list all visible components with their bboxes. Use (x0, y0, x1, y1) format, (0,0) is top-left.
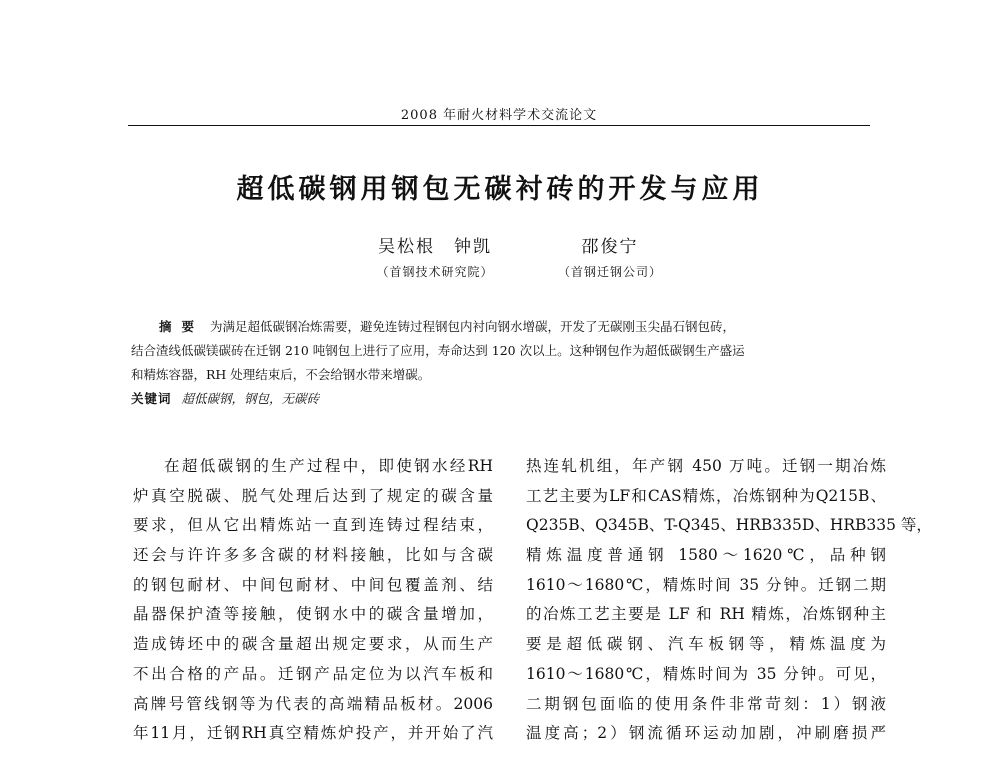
body-line: 不出合格的产品。迁钢产品定位为以汽车板和 (133, 664, 493, 683)
body-line: 工艺主要为LF和CAS精炼，冶炼钢种为Q215B、 (526, 486, 886, 505)
body-line: 造成铸坯中的碳含量超出规定要求，从而生产 (133, 635, 493, 654)
body-line: 晶器保护渣等接触，使钢水中的碳含量增加， (133, 605, 493, 624)
body-line: Q235B、Q345B、T-Q345、HRB335D、HRB335 等， (526, 516, 932, 535)
body-line: 热连轧机组，年产钢 450 万吨。迁钢一期冶炼 (526, 457, 886, 475)
abstract (131, 315, 883, 411)
body-line: 在超低碳钢的生产过程中，即使钢水经RH (164, 457, 493, 475)
body-line: 要求，但从它出精炼站一直到连铸过程结束， (133, 516, 493, 535)
body-right-column (526, 452, 932, 749)
abstract-line-3: 和精炼容器，RH 处理结束后，不会给钢水带来增碳。 (131, 367, 431, 382)
keywords-text: 超低碳钢，钢包，无碳砖 (181, 391, 320, 406)
author-group-2 (535, 232, 685, 280)
body-line: 温度高；2）钢流循环运动加剧，冲刷磨损严 (526, 724, 886, 743)
body-line: 二期钢包面临的使用条件非常苛刻：1）钢液 (526, 694, 886, 713)
author-block (0, 232, 1000, 282)
abstract-line-1 (131, 315, 883, 339)
paper-title: 超低碳钢用钢包无碳衬砖的开发与应用 (236, 174, 764, 205)
abstract-line-2: 结合渣线低碳镁碳砖在迁钢 210 吨钢包上进行了应用，寿命达到 120 次以上。这种钢包作为超低碳钢生产盛运 (131, 343, 745, 358)
body-line: 精炼温度普通钢 1580～1620℃，品种钢 (526, 546, 886, 565)
body-line: 炉真空脱碳、脱气处理后达到了规定的碳含量 (133, 486, 493, 505)
keywords-line (131, 387, 883, 411)
body-line: 的钢包耐材、中间包耐材、中间包覆盖剂、结 (133, 575, 493, 594)
keywords-label: 关键词 (131, 391, 172, 406)
author-names-2: 邵俊宁 (581, 237, 639, 257)
body-line: 的冶炼工艺主要是 LF 和 RH 精炼，冶炼钢种主 (526, 605, 886, 624)
body-line: 高牌号管线钢等为代表的高端精品板材。2006 (133, 694, 493, 713)
body-line: 1610～1680℃，精炼时间为 35 分钟。可见， (526, 664, 886, 683)
author-affiliation-1: （首钢技术研究院） (376, 265, 494, 279)
body-line: 1610～1680℃，精炼时间 35 分钟。迁钢二期 (526, 575, 886, 594)
header-rule (128, 125, 870, 126)
body-line: 还会与许许多多含碳的材料接触，比如与含碳 (133, 546, 493, 565)
abstract-text-1: 为满足超低碳钢冶炼需要，避免连铸过程钢包内衬向钢水增碳，开发了无碳刚玉尖晶石钢包砖， (210, 319, 736, 334)
author-names-1: 吴松根 钟凯 (378, 237, 492, 257)
abstract-label: 摘要 (159, 319, 205, 334)
author-group-1 (360, 232, 510, 280)
author-affiliation-2: （首钢迁钢公司） (557, 265, 662, 279)
body-left-column (133, 452, 493, 749)
running-header: 2008 年耐火材料学术交流论文 (400, 108, 598, 123)
body-line: 要是超低碳钢、汽车板钢等，精炼温度为 (526, 635, 886, 654)
body-line: 年11月，迁钢RH真空精炼炉投产，并开始了汽 (133, 724, 493, 743)
